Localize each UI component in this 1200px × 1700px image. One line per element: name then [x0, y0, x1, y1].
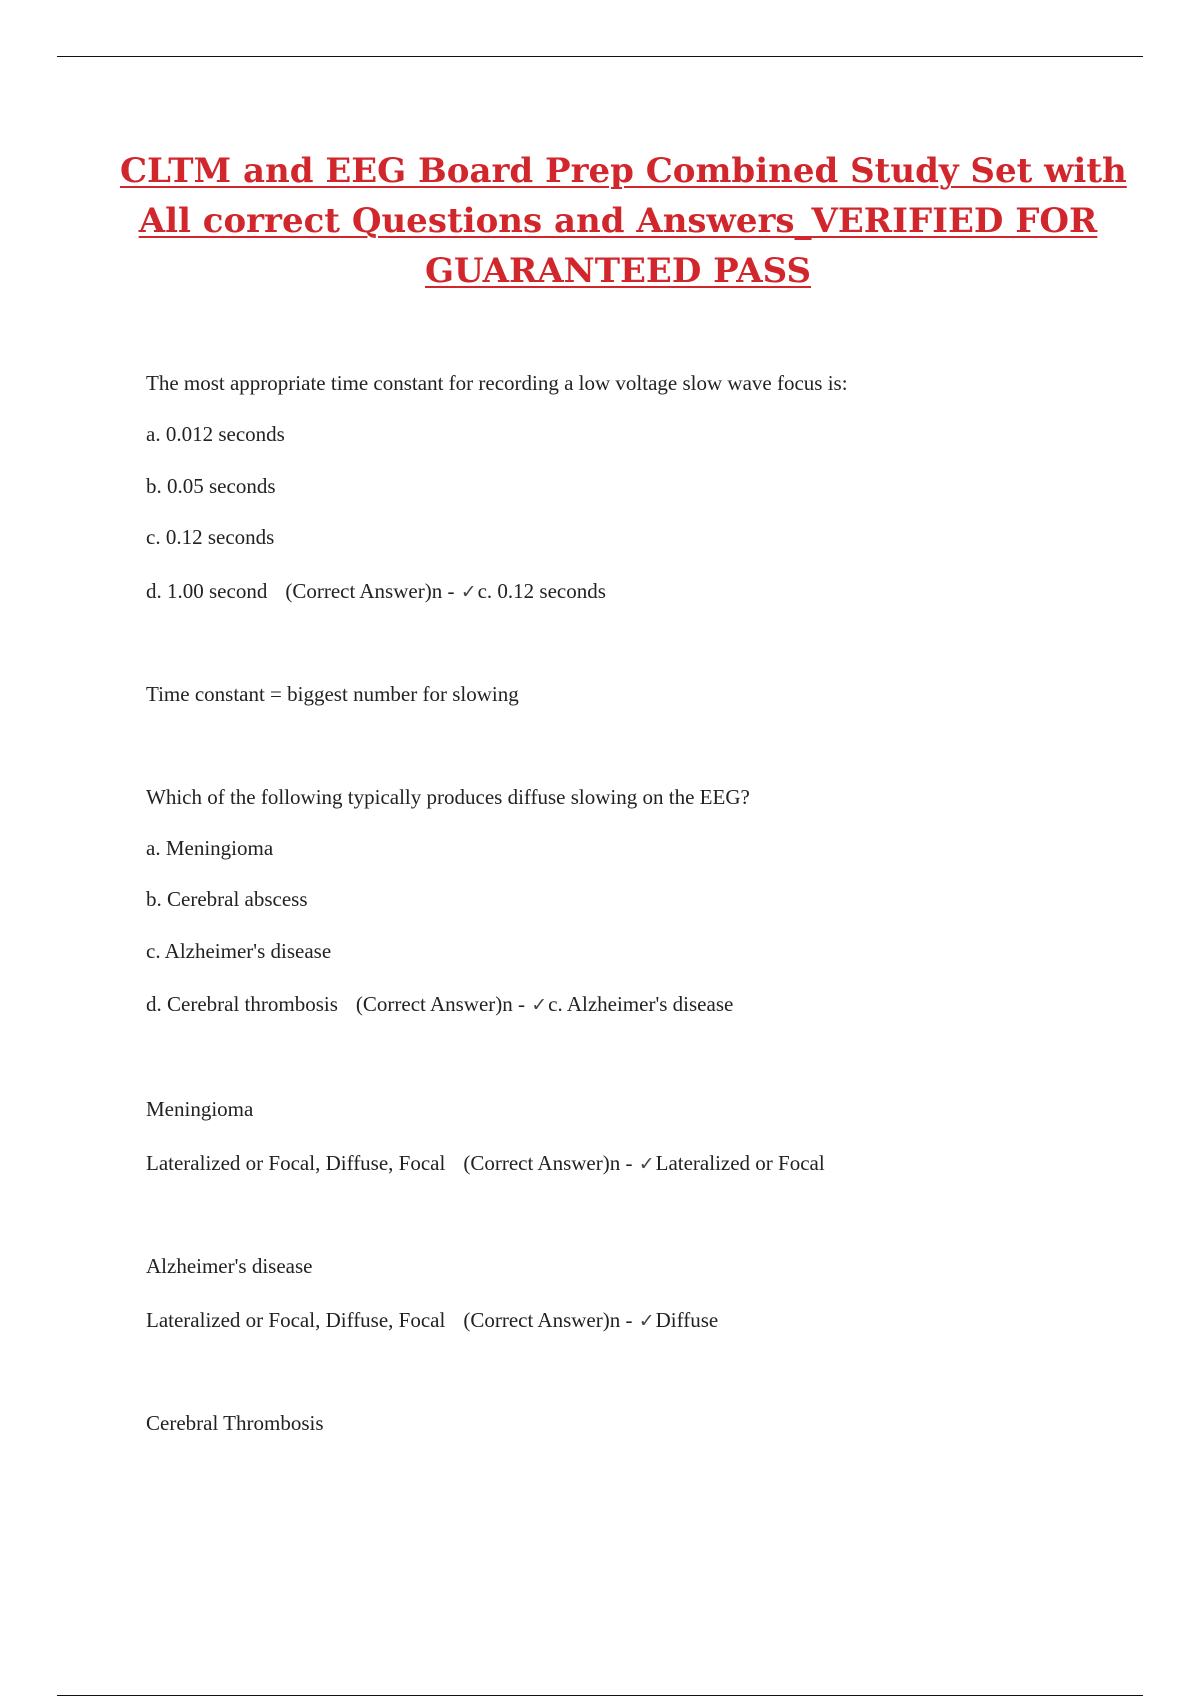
- q2-answer: c. Alzheimer's disease: [548, 992, 734, 1016]
- document-title: [120, 146, 1127, 296]
- q2-question: Which of the following typically produces diffuse slowing on the EEG?: [146, 785, 750, 809]
- q1-option-c: c. 0.12 seconds: [146, 525, 275, 549]
- q2-option-c: c. Alzheimer's disease: [146, 939, 332, 963]
- q4-answer-prefix: (Correct Answer)n -: [463, 1308, 633, 1332]
- q2-option-b: b. Cerebral abscess: [146, 887, 308, 911]
- q1-question: The most appropriate time constant for recording a low voltage slow wave focus is:: [146, 371, 848, 395]
- q3-answer-prefix: (Correct Answer)n -: [463, 1151, 633, 1175]
- q3-answer: Lateralized or Focal: [655, 1151, 825, 1175]
- q1-answer: c. 0.12 seconds: [477, 579, 606, 603]
- checkmark-icon: ✓: [638, 1310, 655, 1332]
- checkmark-icon: ✓: [638, 1153, 655, 1175]
- title-line-1: CLTM and EEG Board Prep Combined Study Set with: [120, 151, 1127, 191]
- note-time-constant: Time constant = biggest number for slowing: [146, 682, 519, 706]
- q5-term: Cerebral Thrombosis: [146, 1411, 324, 1435]
- checkmark-icon: ✓: [531, 994, 548, 1016]
- q1-option-a: a. 0.012 seconds: [146, 422, 285, 446]
- checkmark-icon: ✓: [460, 581, 477, 603]
- q4-answer: Diffuse: [655, 1308, 719, 1332]
- q4-term: Alzheimer's disease: [146, 1254, 313, 1278]
- title-line-3: GUARANTEED PASS: [424, 251, 812, 291]
- q2-option-a: a. Meningioma: [146, 836, 274, 860]
- q4-choices: Lateralized or Focal, Diffuse, Focal: [146, 1308, 446, 1332]
- q2-answer-prefix: (Correct Answer)n -: [355, 992, 525, 1016]
- q2-option-d: d. Cerebral thrombosis: [146, 992, 338, 1016]
- q1-option-b: b. 0.05 seconds: [146, 474, 276, 498]
- q1-answer-prefix: (Correct Answer)n -: [285, 579, 455, 603]
- q1-option-d: d. 1.00 second: [146, 579, 268, 603]
- q3-term: Meningioma: [146, 1097, 254, 1121]
- q4-row: [146, 1307, 718, 1334]
- q1-option-d-row: [146, 578, 606, 605]
- title-line-2: All correct Questions and Answers_VERIFIED FOR: [138, 201, 1098, 241]
- bottom-rule: [57, 1695, 1143, 1696]
- q3-choices: Lateralized or Focal, Diffuse, Focal: [146, 1151, 446, 1175]
- top-rule: [57, 56, 1143, 57]
- q2-option-d-row: [146, 991, 733, 1018]
- q3-row: [146, 1150, 825, 1177]
